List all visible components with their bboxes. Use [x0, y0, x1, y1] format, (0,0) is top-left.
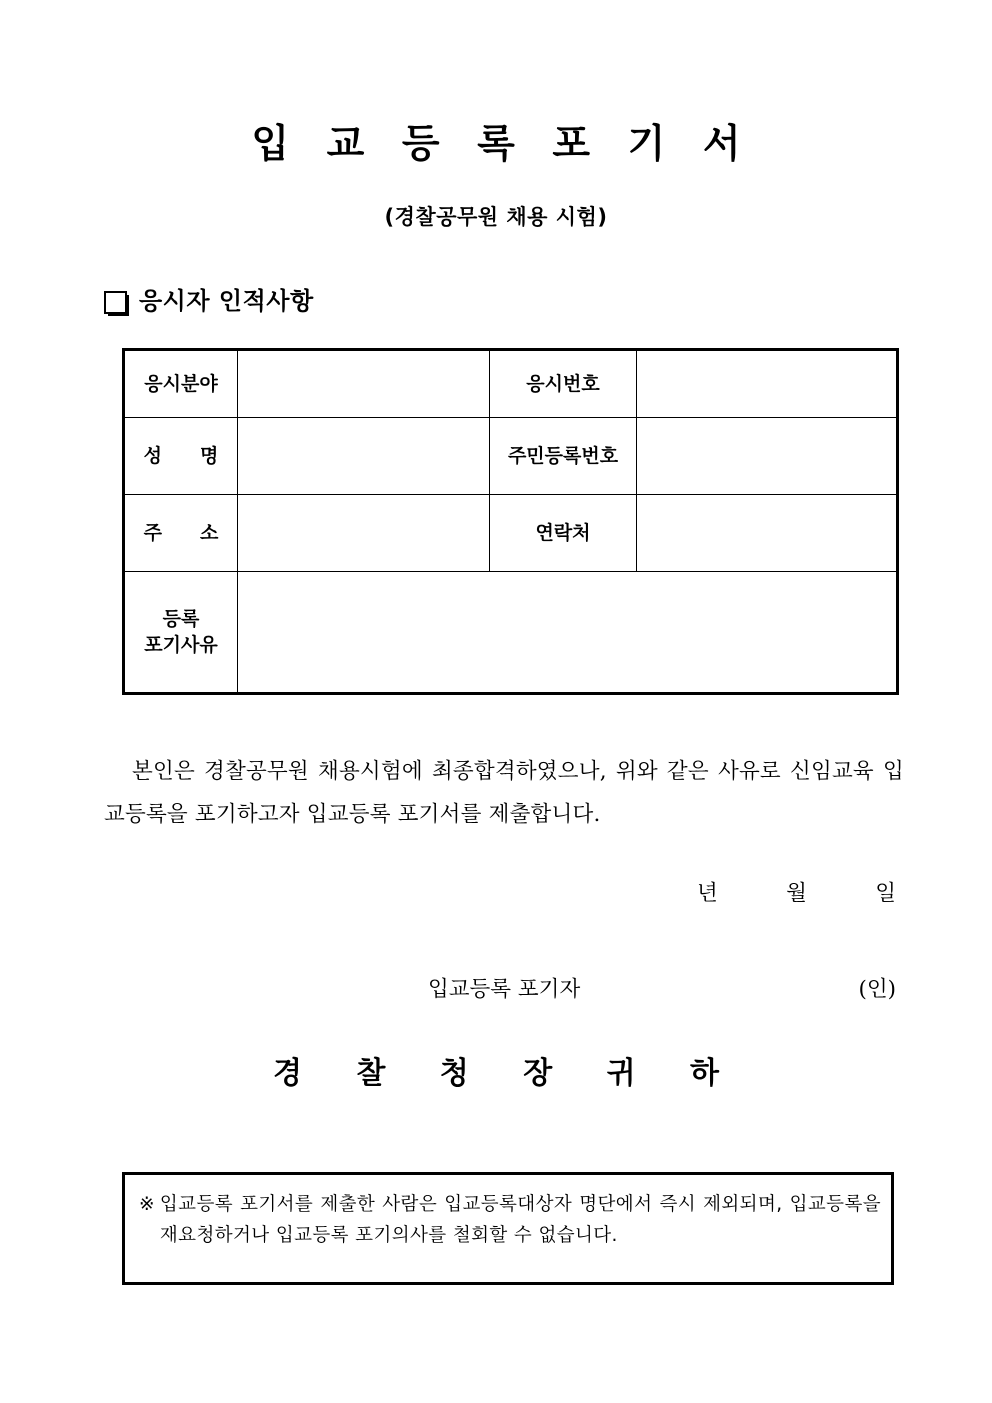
date-line: 년 월 일 — [697, 881, 896, 906]
label-name-part1: 성 — [143, 445, 162, 467]
table-row — [124, 350, 898, 418]
table-row — [124, 495, 898, 572]
label-withdrawal-reason-line2: 포기사유 — [144, 634, 218, 656]
signature-line — [428, 974, 896, 1006]
signature-label: 입교등록 포기자 — [428, 977, 581, 1002]
field-name[interactable] — [238, 418, 490, 495]
recipient-line: 경 찰 청 장 귀 하 — [272, 1056, 742, 1091]
field-resident-registration-number[interactable] — [637, 418, 898, 495]
label-name — [124, 418, 238, 495]
page-subtitle: (경찰공무원 채용 시험) — [384, 205, 608, 229]
field-address[interactable] — [238, 495, 490, 572]
field-exam-field[interactable] — [238, 350, 490, 418]
label-withdrawal-reason-line1: 등록 — [162, 608, 200, 630]
table-row — [124, 572, 898, 694]
table-row — [124, 418, 898, 495]
label-withdrawal-reason — [124, 572, 238, 694]
section-heading-label: 응시자 인적사항 — [139, 287, 314, 315]
field-withdrawal-reason[interactable] — [238, 572, 898, 694]
note-text: 입교등록 포기서를 제출한 사람은 입교등록대상자 명단에서 즉시 제외되며, 입교등록을 재요청하거나 입교등록 포기의사를 철회할 수 없습니다. — [159, 1194, 881, 1246]
reference-mark-icon: ※ — [139, 1194, 155, 1215]
note-box — [122, 1172, 894, 1285]
note-content — [139, 1189, 881, 1251]
label-resident-registration-number: 주민등록번호 — [490, 418, 637, 495]
field-contact[interactable] — [637, 495, 898, 572]
seal-marker: (인) — [858, 977, 896, 1002]
label-address-part2: 소 — [200, 522, 219, 544]
page-title: 입 교 등 록 포 기 서 — [251, 122, 753, 167]
checkbox-empty-icon — [104, 291, 127, 314]
label-exam-number: 응시번호 — [490, 350, 637, 418]
body-paragraph: 본인은 경찰공무원 채용시험에 최종합격하였으나, 위와 같은 사유로 신임교육 입교등록을 포기하고자 입교등록 포기서를 제출합니다. — [104, 759, 904, 827]
label-contact: 연락처 — [490, 495, 637, 572]
label-exam-field: 응시분야 — [124, 350, 238, 418]
field-exam-number[interactable] — [637, 350, 898, 418]
label-address — [124, 495, 238, 572]
label-address-part1: 주 — [143, 522, 162, 544]
applicant-info-table — [122, 348, 899, 695]
label-name-part2: 명 — [200, 445, 219, 467]
section-heading-applicant-info — [104, 287, 314, 315]
